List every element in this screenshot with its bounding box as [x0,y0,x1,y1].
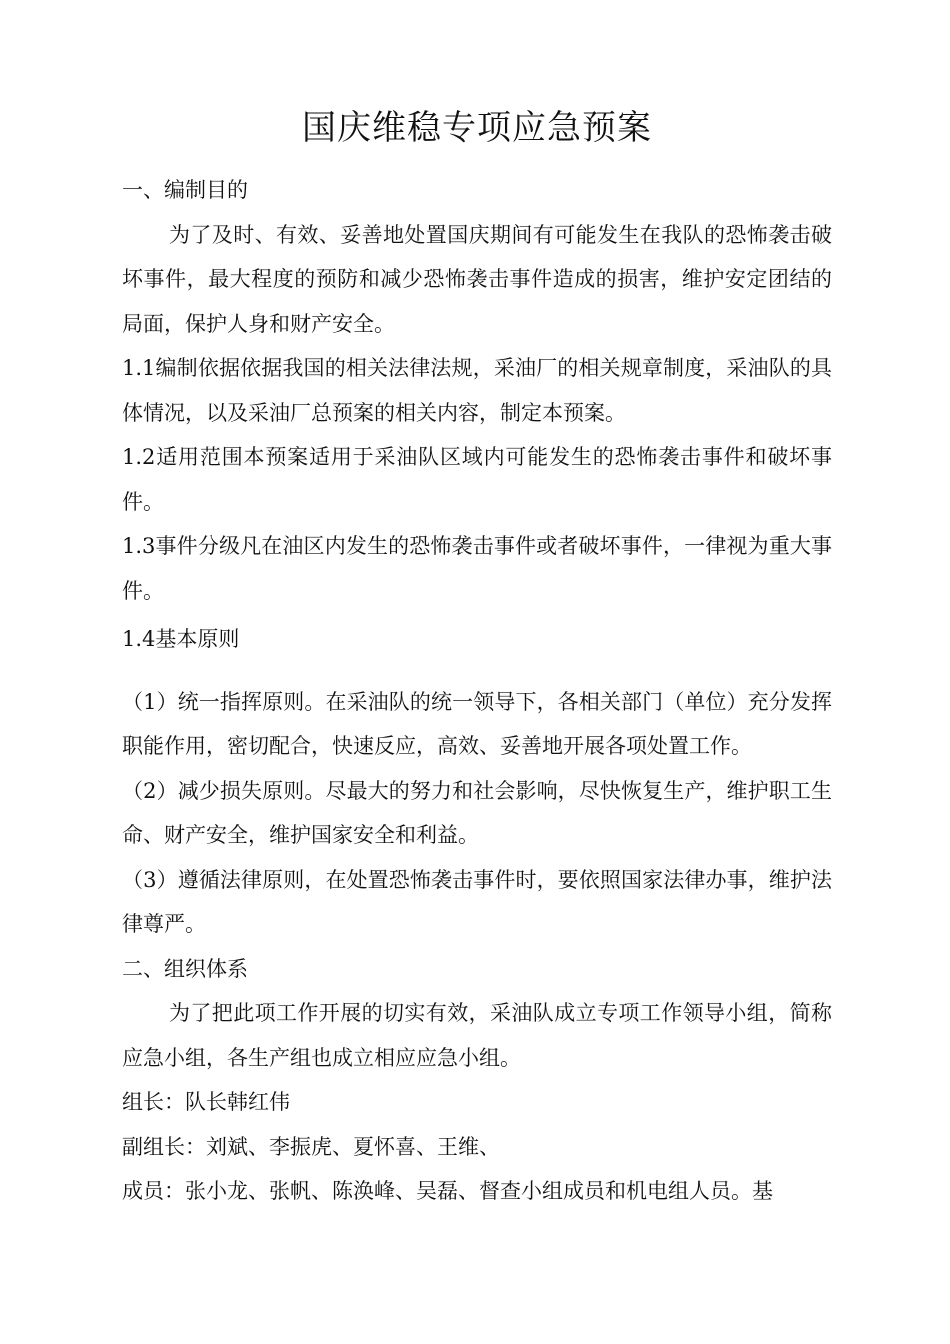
document-body [122,168,832,1214]
paragraph-organization: 为了把此项工作开展的切实有效，采油队成立专项工作领导小组，简称应急小组，各生产组也成立相应应急小组。 [122,1001,832,1070]
paragraph-principles-heading: 1.4基本原则 [122,627,240,651]
paragraph-principle-1: （1）统一指挥原则。在采油队的统一领导下，各相关部门（单位）充分发挥职能作用，密切配合，快速反应，高效、妥善地开展各项处置工作。 [122,689,832,758]
section-heading-purpose: 一、编制目的 [122,178,248,202]
paragraph-principle-2: （2）减少损失原则。尽最大的努力和社会影响，尽快恢复生产，维护职工生命、财产安全，维护国家安全和利益。 [122,778,832,847]
paragraph-principle-3: （3）遵循法律原则，在处置恐怖袭击事件时，要依照国家法律办事，维护法律尊严。 [122,867,832,936]
paragraph-members: 成员：张小龙、张帆、陈涣峰、吴磊、督查小组成员和机电组人员。基 [122,1179,773,1203]
document-title: 国庆维稳专项应急预案 [302,108,652,148]
paragraph-deputy-leaders: 副组长：刘斌、李振虎、夏怀喜、王维、 [122,1134,500,1159]
section-heading-organization: 二、组织体系 [122,956,248,981]
document-page [122,0,832,1344]
paragraph-classification: 1.3事件分级凡在油区内发生的恐怖袭击事件或者破坏事件，一律视为重大事件。 [122,534,832,603]
paragraph-purpose: 为了及时、有效、妥善地处置国庆期间有可能发生在我队的恐怖袭击破坏事件，最大程度的预防和减少恐怖袭击事件造成的损害，维护安定团结的局面，保护人身和财产安全。 [122,222,832,336]
paragraph-basis: 1.1编制依据依据我国的相关法律法规，采油厂的相关规章制度，采油队的具体情况，以及采油厂总预案的相关内容，制定本预案。 [122,356,832,425]
paragraph-leader: 组长：队长韩红伟 [122,1090,290,1114]
paragraph-scope: 1.2适用范围本预案适用于采油队区域内可能发生的恐怖袭击事件和破坏事件。 [122,445,832,514]
